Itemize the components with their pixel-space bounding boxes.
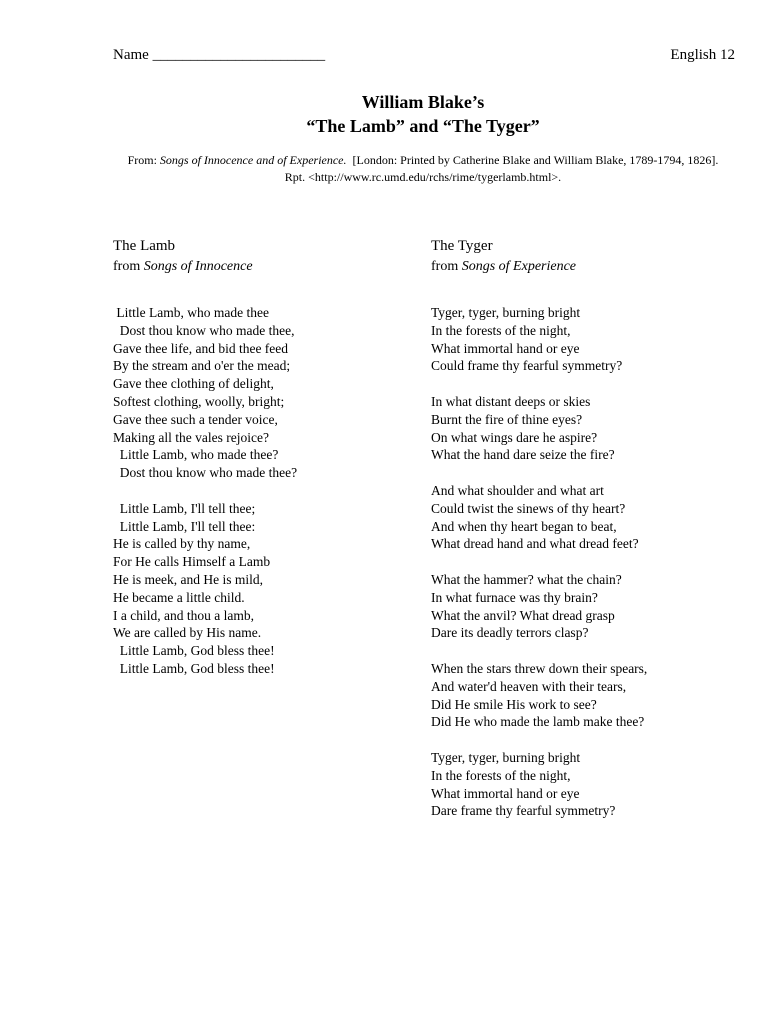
poem-line: Gave thee clothing of delight, — [113, 376, 274, 392]
poem-line: On what wings dare he aspire? — [431, 429, 598, 445]
poem-source-tyger — [431, 257, 731, 276]
poem-line: I a child, and thou a lamb, — [113, 607, 254, 623]
citation-line-1 — [80, 152, 766, 169]
poem-line: He is called by thy name, — [113, 536, 251, 552]
poem-source-prefix: from — [431, 259, 462, 274]
stanza — [113, 304, 403, 482]
poem-line: In the forests of the night, — [431, 322, 571, 338]
poem-line: Little Lamb, who made thee? — [113, 447, 279, 463]
poem-line: Dare frame thy fearful symmetry? — [431, 803, 616, 819]
stanza — [431, 749, 731, 820]
poem-line: Dare its deadly terrors clasp? — [431, 625, 589, 641]
course-label: English 12 — [670, 47, 735, 63]
poem-source-collection: Songs of Innocence — [143, 259, 253, 274]
poem-line: Burnt the fire of thine eyes? — [431, 411, 583, 427]
page-title — [0, 90, 768, 138]
poem-line: Could twist the sinews of thy heart? — [431, 500, 626, 516]
citation — [80, 152, 766, 186]
poem-line: Could frame thy fearful symmetry? — [431, 358, 623, 374]
title-author: William Blake’s — [361, 92, 485, 112]
poem-line: Gave thee such a tender voice, — [113, 411, 278, 427]
poem-line: And what shoulder and what art — [431, 482, 604, 498]
poem-line: What the hand dare seize the fire? — [431, 447, 615, 463]
poem-line: Tyger, tyger, burning bright — [431, 749, 581, 765]
poem-line: In what distant deeps or skies — [431, 393, 591, 409]
poem-source-lamb — [113, 257, 403, 276]
poem-the-lamb — [113, 236, 403, 696]
poem-line: And when thy heart began to beat, — [431, 518, 617, 534]
stanza — [431, 393, 731, 464]
stanza — [431, 660, 731, 731]
stanza — [113, 500, 403, 678]
citation-reprint: Rpt. <http://www.rc.umd.edu/rchs/rime/tygerlamb.html>. — [284, 170, 562, 184]
poem-line: What the hammer? what the chain? — [431, 571, 622, 587]
poem-line: In the forests of the night, — [431, 767, 571, 783]
poem-line: He is meek, and He is mild, — [113, 571, 263, 587]
poem-line: We are called by His name. — [113, 625, 262, 641]
poem-source-collection: Songs of Experience — [461, 259, 577, 274]
poem-line: Did He who made the lamb make thee? — [431, 714, 645, 730]
poem-line: Dost thou know who made thee, — [113, 322, 295, 338]
poem-line: Softest clothing, woolly, bright; — [113, 393, 285, 409]
citation-details: [London: Printed by Catherine Blake and William Blake, 1789-1794, 1826]. — [346, 153, 719, 167]
poem-body-tyger — [431, 304, 731, 820]
poem-line: Little Lamb, I'll tell thee: — [113, 518, 256, 534]
poem-source-prefix: from — [113, 259, 144, 274]
poem-title-lamb: The Lamb — [113, 238, 176, 254]
stanza — [431, 482, 731, 553]
poem-line: Little Lamb, I'll tell thee; — [113, 500, 256, 516]
name-field-label: Name _______________________ — [113, 47, 326, 63]
stanza — [431, 304, 731, 375]
poem-line: And water'd heaven with their tears, — [431, 678, 627, 694]
poem-line: Did He smile His work to see? — [431, 696, 597, 712]
poem-line: He became a little child. — [113, 589, 245, 605]
poem-line: Making all the vales rejoice? — [113, 429, 269, 445]
poem-line: What immortal hand or eye — [431, 785, 580, 801]
poem-line: What the anvil? What dread grasp — [431, 607, 615, 623]
title-poems: “The Lamb” and “The Tyger” — [306, 116, 540, 136]
citation-source: Songs of Innocence and of Experience. — [159, 153, 347, 167]
poem-line: When the stars threw down their spears, — [431, 660, 648, 676]
poem-title-tyger: The Tyger — [431, 238, 493, 254]
stanza — [431, 571, 731, 642]
poem-line: What immortal hand or eye — [431, 340, 580, 356]
poem-line: Little Lamb, who made thee — [113, 305, 269, 320]
poem-line: What dread hand and what dread feet? — [431, 536, 639, 552]
poem-body-lamb — [113, 304, 403, 678]
poem-the-tyger — [431, 236, 731, 838]
poem-line: Tyger, tyger, burning bright — [431, 305, 581, 320]
poem-line: In what furnace was thy brain? — [431, 589, 598, 605]
poem-line: Gave thee life, and bid thee feed — [113, 340, 289, 356]
poem-line: Dost thou know who made thee? — [113, 465, 298, 481]
poem-line: For He calls Himself a Lamb — [113, 554, 271, 570]
citation-prefix: From: — [127, 153, 160, 167]
poem-line: By the stream and o'er the mead; — [113, 358, 291, 374]
poem-line: Little Lamb, God bless thee! — [113, 643, 275, 659]
poem-line: Little Lamb, God bless thee! — [113, 660, 275, 676]
